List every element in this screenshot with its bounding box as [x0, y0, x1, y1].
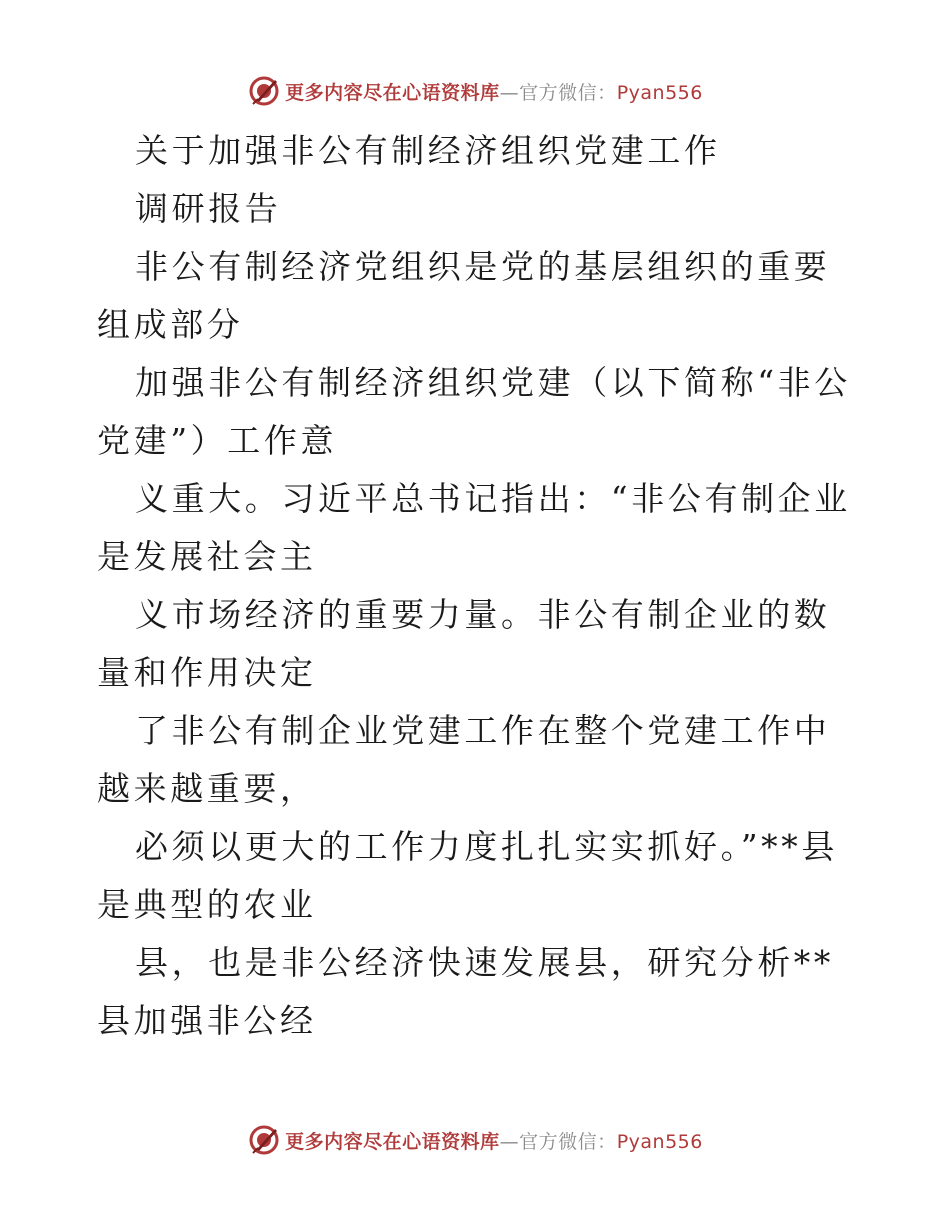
quill-pen-logo-icon [247, 74, 281, 108]
watermark-site-name: 更多内容尽在心语资料库 [285, 1130, 500, 1153]
watermark-dash: — [499, 81, 520, 104]
watermark-text [285, 1127, 703, 1154]
watermark-wechat-id: Pyan556 [616, 1130, 703, 1153]
body-paragraph: 义重大。习近平总书记指出：“非公有制企业是发展社会主 [97, 479, 851, 576]
quill-pen-logo-icon [247, 1123, 281, 1157]
body-paragraph: 必须以更大的工作力度扎扎实实抓好。”**县是典型的农业 [97, 827, 838, 924]
watermark-dash: — [499, 1130, 520, 1153]
body-paragraph: 义市场经济的重要力量。非公有制企业的数量和作用决定 [97, 595, 831, 692]
watermark-wechat-label: 官方微信： [519, 1130, 617, 1153]
body-paragraph: 了非公有制企业党建工作在整个党建工作中越来越重要， [97, 711, 831, 808]
watermark-wechat-id: Pyan556 [616, 81, 703, 104]
document-title-line2: 调研报告 [135, 189, 282, 228]
body-paragraph: 非公有制经济党组织是党的基层组织的重要组成部分 [97, 247, 831, 344]
watermark-text [285, 78, 703, 105]
header-watermark [0, 71, 950, 111]
document-title-line1: 关于加强非公有制经济组织党建工作 [135, 131, 721, 170]
watermark-wechat-label: 官方微信： [519, 81, 617, 104]
document-body [97, 122, 857, 1050]
body-paragraph: 加强非公有制经济组织党建（以下简称“非公党建”）工作意 [97, 363, 851, 460]
footer-watermark [0, 1120, 950, 1160]
watermark-site-name: 更多内容尽在心语资料库 [285, 81, 500, 104]
body-paragraph: 县，也是非公经济快速发展县，研究分析**县加强非公经 [97, 943, 834, 1040]
